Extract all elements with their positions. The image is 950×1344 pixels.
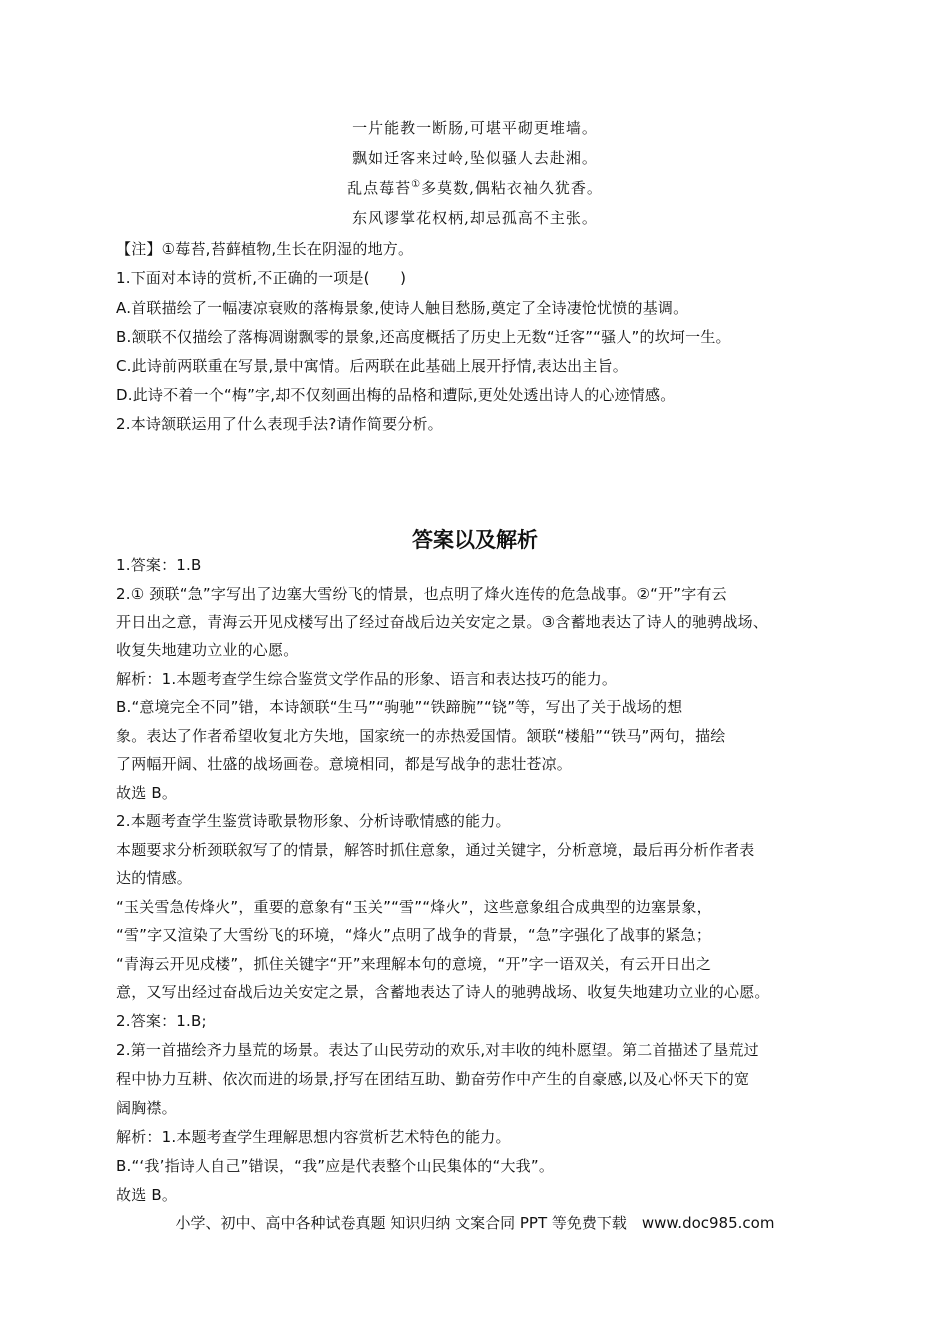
- answer-line: 意，又写出经过奋战后边关安定之景，含蓄地表达了诗人的驰骋战场、收复失地建功立业的心愿。: [116, 983, 770, 1001]
- option-a: A.首联描绘了一幅凄凉衰败的落梅景象,使诗人触目愁肠,奠定了全诗凄怆忧愤的基调。: [116, 299, 689, 317]
- answer-line: 达的情感。: [116, 869, 193, 887]
- answer-line: 了两幅开阔、壮盛的战场画卷。意境相同，都是写战争的悲壮苍凉。: [116, 755, 573, 773]
- answer-line: 解析：1.本题考查学生理解思想内容赏析艺术特色的能力。: [116, 1128, 511, 1146]
- option-d: D.此诗不着一个“梅”字,却不仅刻画出梅的品格和遭际,更处处透出诗人的心迹情感。: [116, 386, 676, 404]
- answer-line: 2.本题考查学生鉴赏诗歌景物形象、分析诗歌情感的能力。: [116, 812, 511, 830]
- answer-line: 1.答案：1.B: [116, 556, 202, 574]
- poem-line-3-part-a: 乱点莓苔: [347, 179, 412, 197]
- poem-line-4: 东风谬掌花权柄,却忌孤高不主张。: [352, 209, 598, 227]
- answer-line: 收复失地建功立业的心愿。: [116, 641, 299, 659]
- footer-link-text[interactable]: 小学、初中、高中各种试卷真题 知识归纳 文案合同 PPT 等免费下载 www.doc985.com: [175, 1214, 775, 1232]
- answer-line: B.“意境完全不同”错，本诗颔联“生马”“驹驰”“铁蹄腕”“铙”等，写出了关于战场的想: [116, 698, 683, 716]
- answer-line: 2.第一首描绘齐力垦荒的场景。表达了山民劳动的欢乐,对丰收的纯朴愿望。第二首描述了垦荒过: [116, 1041, 759, 1059]
- answer-line: 开日出之意，青海云开见戍楼写出了经过奋战后边关安定之景。③含蓄地表达了诗人的驰骋战场、: [116, 613, 769, 631]
- answer-line: 2.答案：1.B;: [116, 1012, 207, 1030]
- answer-line: 程中协力互耕、依次而进的场景,抒写在团结互助、勤奋劳作中产生的自豪感,以及心怀天下的宽: [116, 1070, 750, 1088]
- poem-line-2: 飘如迁客来过岭,坠似骚人去赴湘。: [352, 149, 598, 167]
- footnote-marker: ①: [411, 179, 422, 190]
- answer-line: 2.① 颈联“急”字写出了边塞大雪纷飞的情景，也点明了烽火连传的危急战事。②“开”字有云: [116, 585, 727, 603]
- answer-line: “玉关雪急传烽火”，重要的意象有“玉关”“雪”“烽火”，这些意象组合成典型的边塞景象，: [116, 898, 712, 916]
- poem-line-3: [0, 177, 950, 198]
- answer-line: “雪”字又渲染了大雪纷飞的环境，“烽火”点明了战争的背景，“急”字强化了战事的紧急；: [116, 926, 712, 944]
- question-1: 1.下面对本诗的赏析,不正确的一项是( ): [116, 269, 407, 287]
- question-2: 2.本诗颔联运用了什么表现手法?请作简要分析。: [116, 415, 443, 433]
- answer-line: B.“‘我’指诗人自己”错误，“我”应是代表整个山民集体的“大我”。: [116, 1157, 555, 1175]
- answers-heading: 答案以及解析: [412, 528, 538, 552]
- answer-line: 象。表达了作者希望收复北方失地，国家统一的赤热爱国情。颔联“楼船”“铁马”两句，描绘: [116, 727, 726, 745]
- footnote: 【注】①莓苔,苔藓植物,生长在阴湿的地方。: [116, 240, 414, 258]
- poem-line-1: 一片能教一断肠,可堪平砌更堆墙。: [352, 119, 598, 137]
- option-c: C.此诗前两联重在写景,景中寓情。后两联在此基础上展开抒情,表达出主旨。: [116, 357, 628, 375]
- option-b: B.颔联不仅描绘了落梅凋谢飘零的景象,还高度概括了历史上无数“迁客”“骚人”的坎坷一生。: [116, 328, 731, 346]
- poem-line-3-part-b: 多莫数,偶粘衣袖久犹香。: [421, 179, 603, 197]
- answer-line: “青海云开见戍楼”，抓住关键字“开”来理解本句的意境，“开”字一语双关，有云开日出之: [116, 955, 712, 973]
- answer-line: 故选 B。: [116, 784, 178, 802]
- answer-line: 阔胸襟。: [116, 1099, 177, 1117]
- answer-line: 故选 B。: [116, 1186, 178, 1204]
- answer-line: 本题要求分析颈联叙写了的情景，解答时抓住意象，通过关键字，分析意境，最后再分析作者表: [116, 841, 755, 859]
- answer-line: 解析：1.本题考查学生综合鉴赏文学作品的形象、语言和表达技巧的能力。: [116, 670, 618, 688]
